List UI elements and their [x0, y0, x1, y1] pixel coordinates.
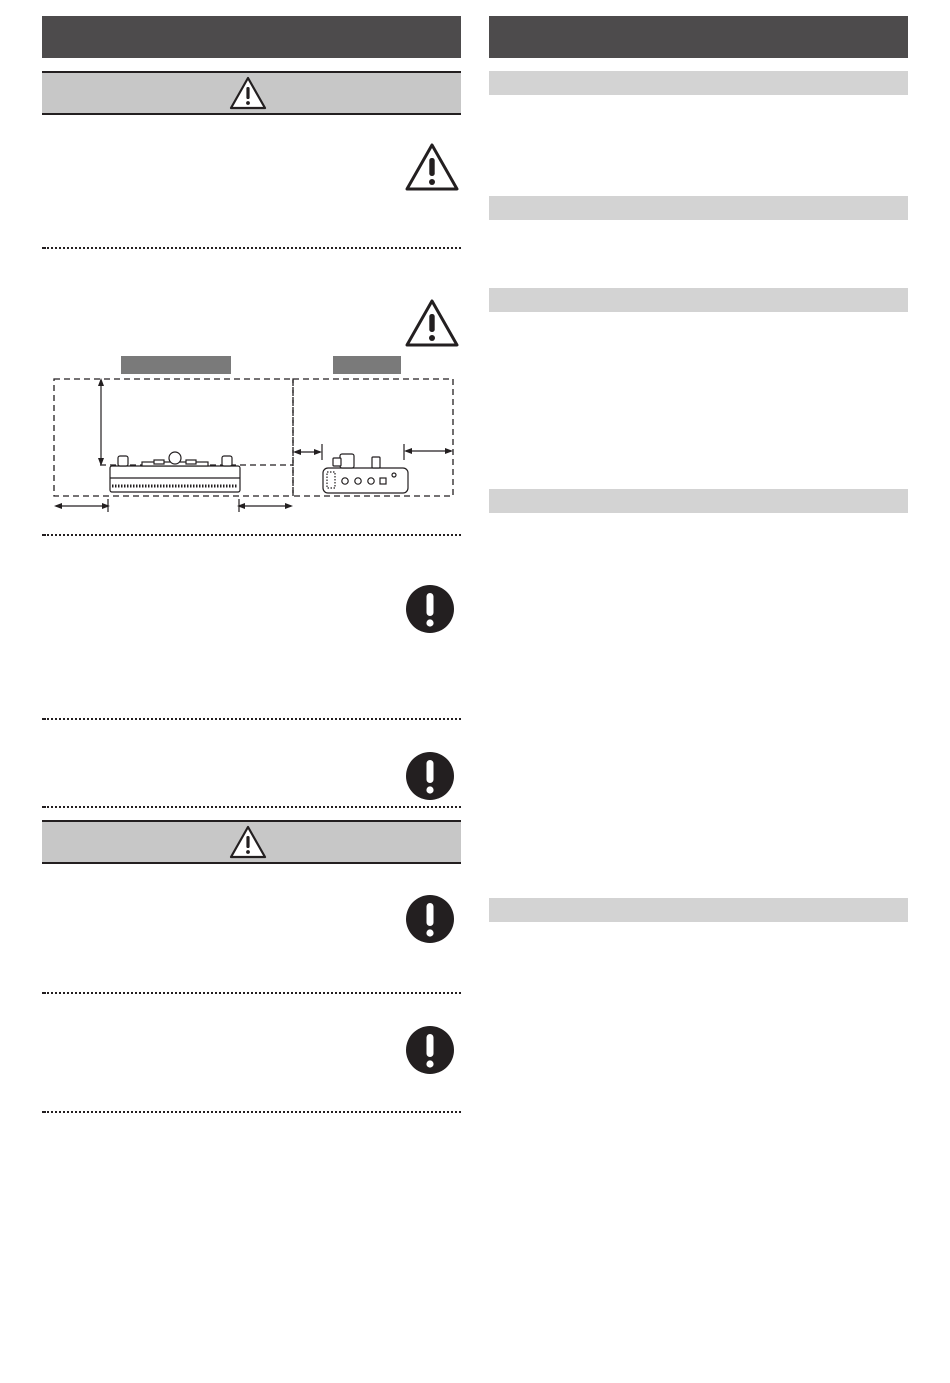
subsection-header-4 — [489, 489, 908, 513]
dotted-separator — [42, 806, 461, 808]
mandatory-exclamation-icon — [405, 1025, 455, 1075]
subsection-header-2 — [489, 196, 908, 220]
warning-triangle-icon — [404, 298, 460, 348]
dotted-separator — [42, 718, 461, 720]
mandatory-exclamation-icon — [405, 751, 455, 801]
subsection-header-5 — [489, 898, 908, 922]
warning-triangle-icon — [404, 142, 460, 192]
diagram-tab-side-view — [333, 356, 401, 374]
subsection-header-1 — [489, 71, 908, 95]
precautions-section-header — [489, 16, 908, 58]
dotted-separator — [42, 992, 461, 994]
dotted-separator — [42, 247, 461, 249]
mandatory-exclamation-icon — [405, 894, 455, 944]
warning-triangle-icon — [229, 76, 267, 110]
mandatory-exclamation-icon — [405, 584, 455, 634]
diagram-tab-top-view — [121, 356, 231, 374]
warning-band — [42, 71, 461, 115]
device-side-view — [323, 454, 408, 493]
device-front-view — [110, 452, 240, 492]
safety-section-header — [42, 16, 461, 58]
dotted-separator — [42, 1111, 461, 1113]
clearance-diagram — [42, 354, 461, 519]
caution-band — [42, 820, 461, 864]
dotted-separator — [42, 534, 461, 536]
subsection-header-3 — [489, 288, 908, 312]
warning-triangle-icon — [229, 825, 267, 859]
